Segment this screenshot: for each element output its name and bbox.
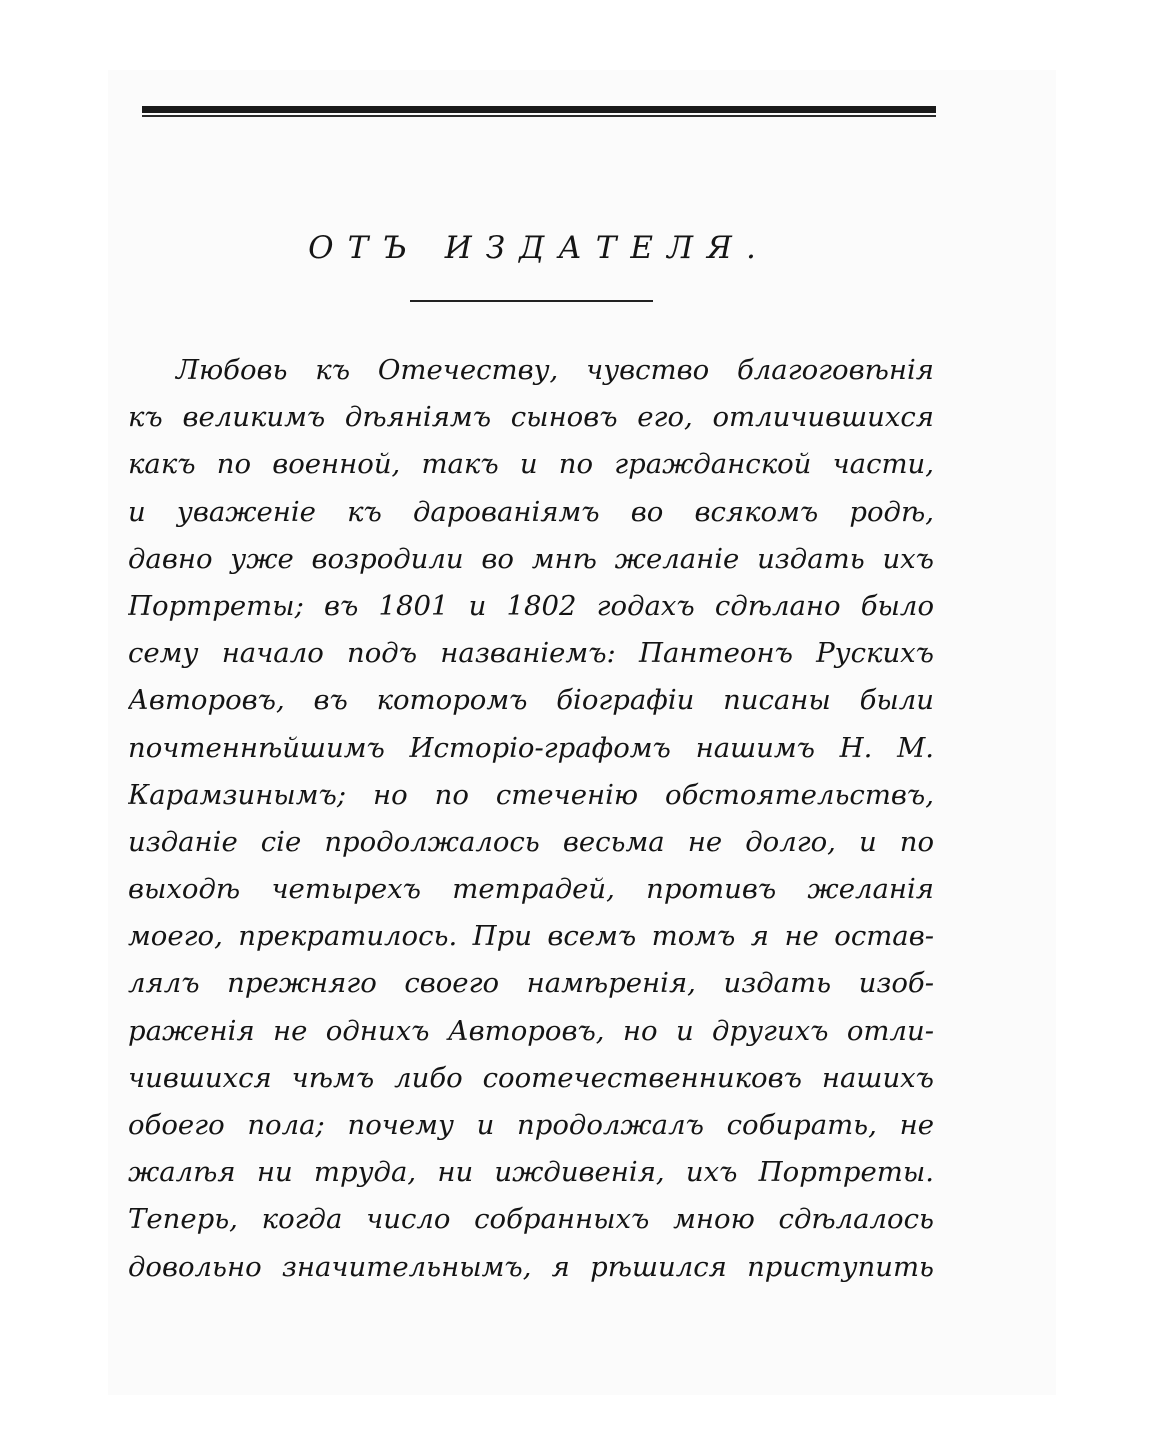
text-line: къ великимъ дѣяніямъ сыновъ его, отличившихся	[128, 401, 934, 434]
text-line: Портреты; въ 1801 и 1802 годахъ сдѣлано было	[128, 589, 934, 622]
text-line: раженія не однихъ Авторовъ, но и другихъ отли-	[128, 1014, 934, 1047]
text-line: Авторовъ, въ которомъ біографіи писаны были	[128, 684, 934, 717]
text-line: жалѣя ни труда, ни иждивенія, ихъ Портреты.	[128, 1156, 934, 1189]
text-line: Карамзинымъ; но по стеченію обстоятельствъ,	[128, 778, 934, 811]
header-rule-thick	[142, 106, 936, 113]
text-line: довольно значительнымъ, я рѣшился приступить	[128, 1250, 934, 1283]
text-line: Теперь, когда число собранныхъ мною сдѣлалось	[128, 1203, 934, 1236]
section-heading: ОТЪ ИЗДАТЕЛЯ.	[308, 230, 770, 266]
text-line: чившихся чѣмъ либо соотечественниковъ нашихъ	[128, 1061, 934, 1094]
body-text	[128, 347, 934, 1291]
text-line: и уваженіе къ дарованіямъ во всякомъ родѣ,	[128, 495, 934, 528]
header-rule-thin	[142, 115, 936, 117]
heading-underline-rule	[410, 300, 653, 302]
text-line: выходѣ четырехъ тетрадей, противъ желанія	[128, 873, 934, 906]
text-line: почтеннѣйшимъ Исторіо-графомъ нашимъ Н. М.	[128, 731, 934, 764]
text-line: какъ по военной, такъ и по гражданской части,	[128, 448, 934, 481]
text-line: обоего пола; почему и продолжалъ собирать, не	[128, 1109, 934, 1141]
text-line: изданіе сіе продолжалось весьма не долго, и по	[128, 825, 934, 858]
text-line: моего, прекратилось. При всемъ томъ я не остав-	[128, 920, 934, 953]
text-line: сему начало подъ названіемъ: Пантеонъ Рускихъ	[128, 637, 934, 670]
text-line: давно уже возродили во мнѣ желаніе издать ихъ	[128, 542, 934, 575]
header-double-rule	[142, 106, 936, 118]
text-line: лялъ прежняго своего намѣренія, издать изоб-	[128, 967, 934, 1000]
text-line: Любовь къ Отечеству, чувство благоговѣнія	[176, 354, 934, 386]
